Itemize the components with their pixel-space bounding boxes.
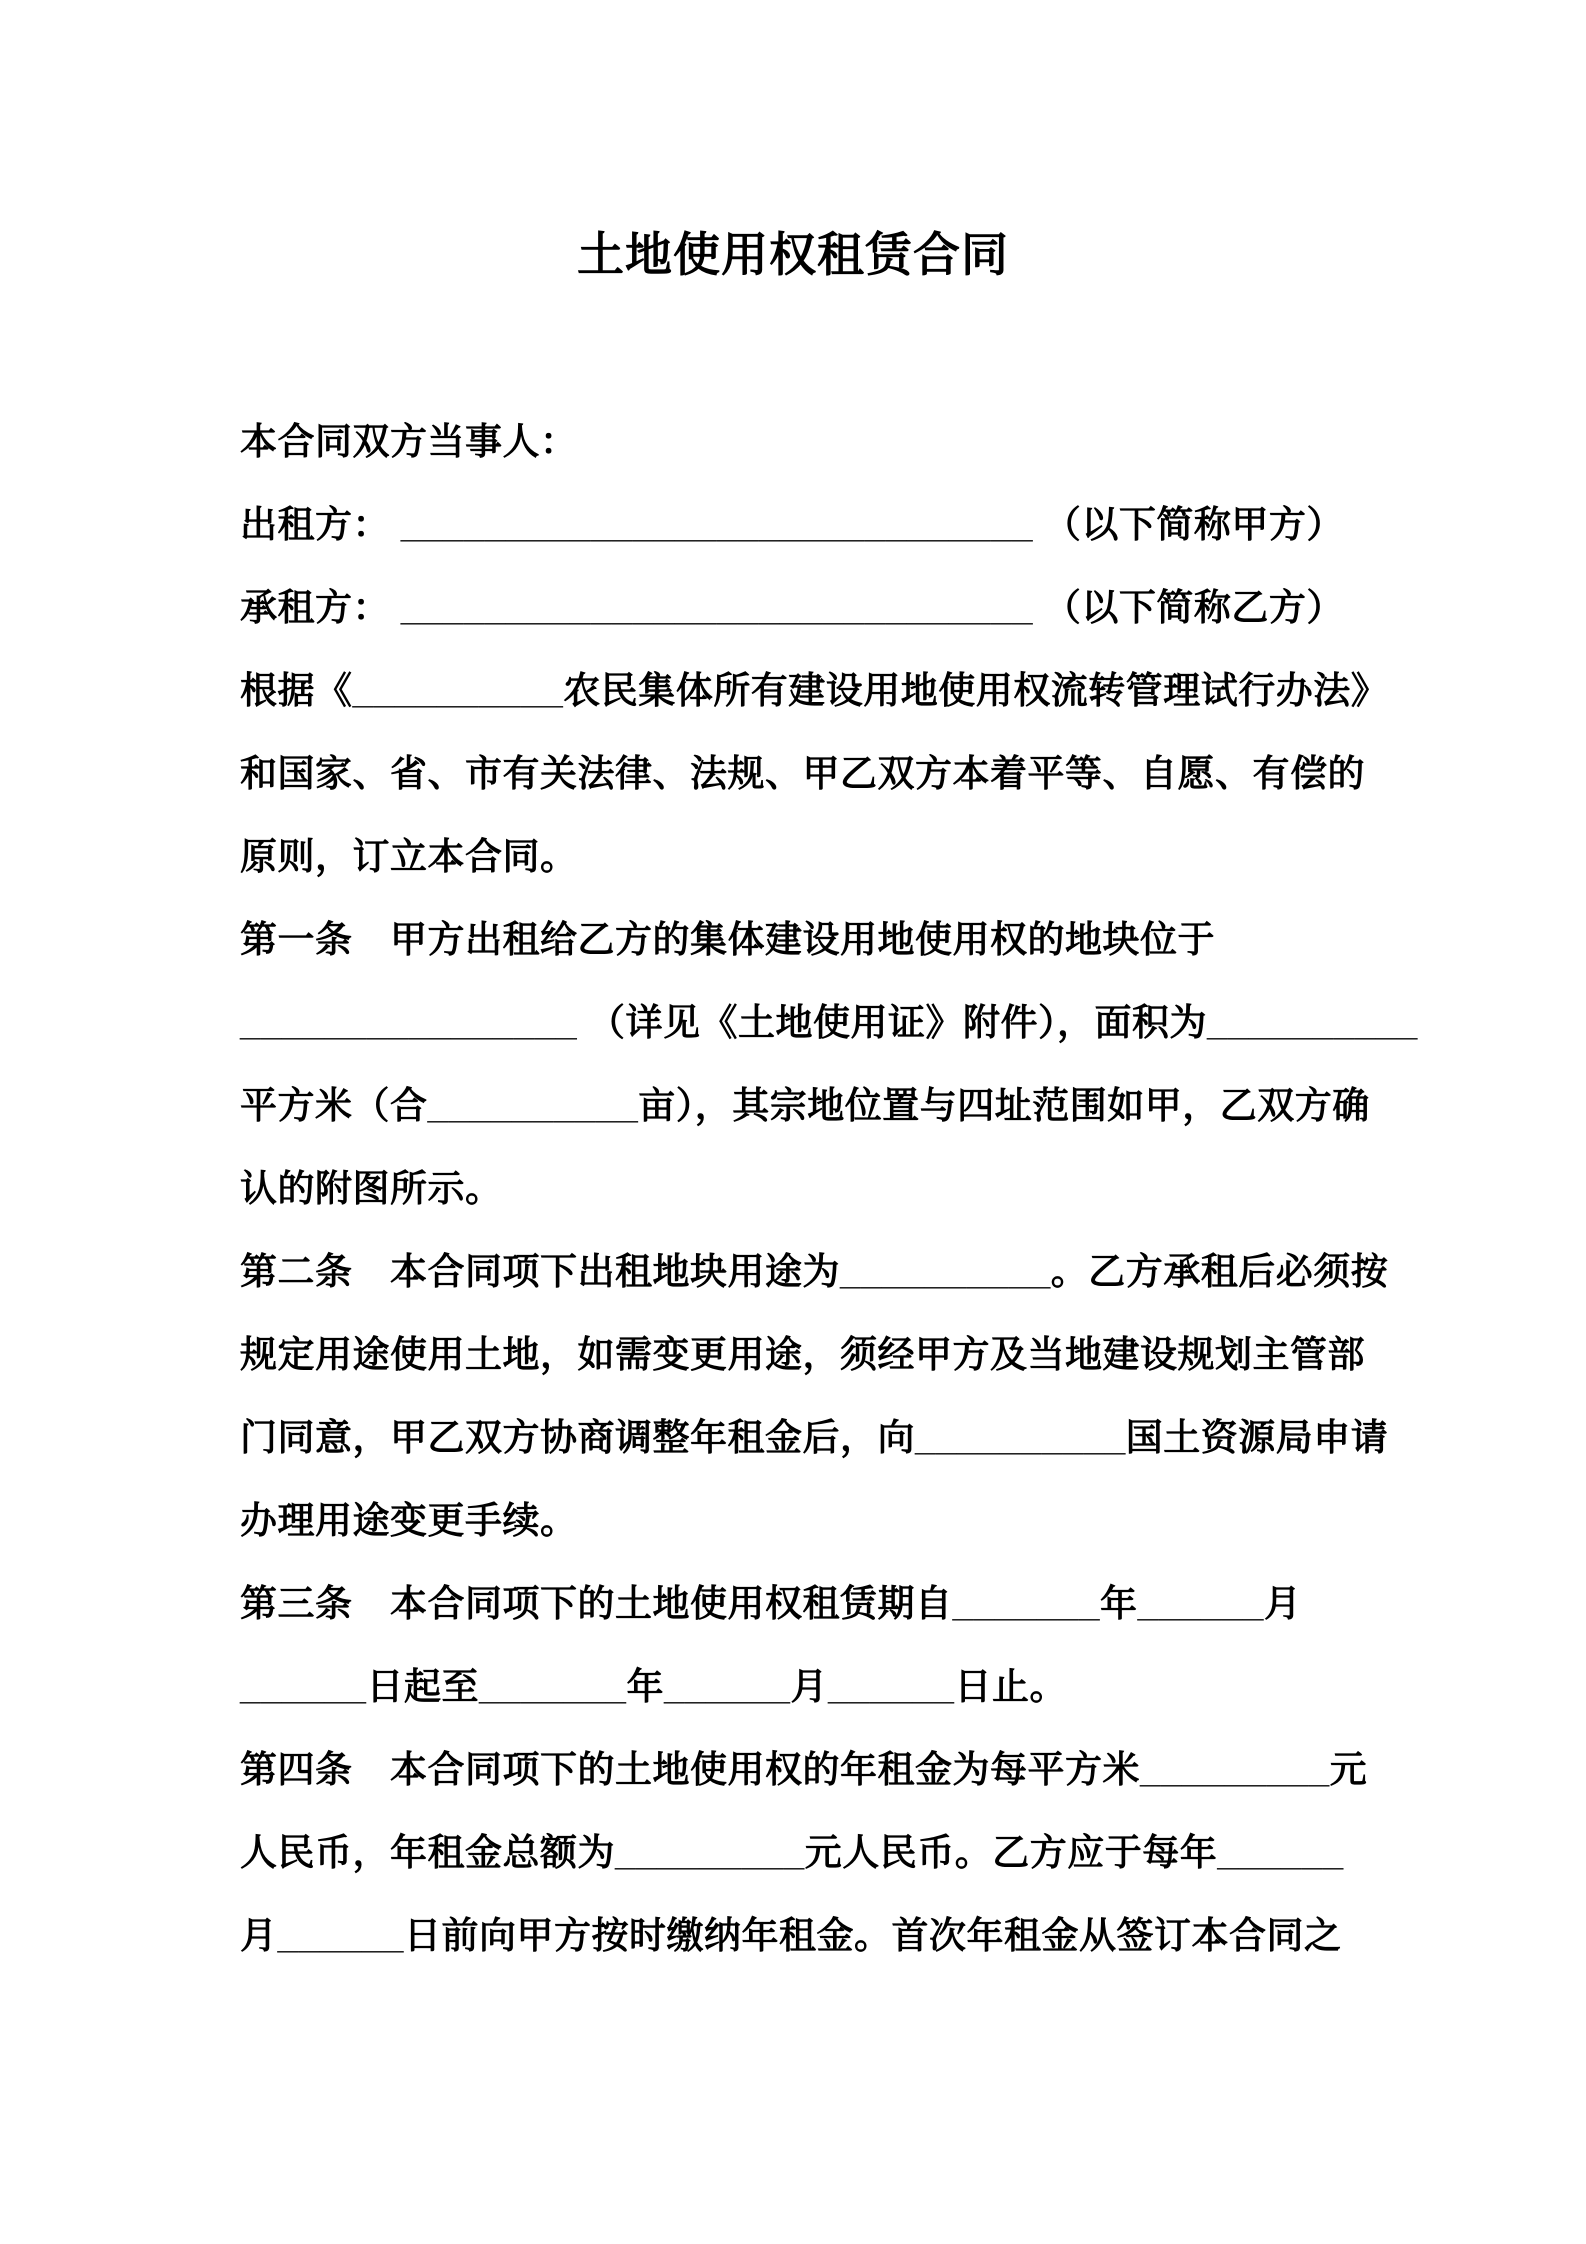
contract-line-parties-heading: 本合同双方当事人： [240, 421, 578, 462]
contract-line: 办理用途变更手续。 [240, 1500, 578, 1541]
contract-line-article-1: 第一条 甲方出租给乙方的集体建设用地使用权的地块位于 [240, 919, 1215, 960]
contract-line: 认的附图所示。 [240, 1168, 503, 1209]
contract-line: 根据《__________农民集体所有建设用地使用权流转管理试行办法》 [240, 670, 1389, 711]
contract-line: 规定用途使用土地，如需变更用途，须经甲方及当地建设规划主管部 [240, 1334, 1365, 1375]
contract-line: 月______日前向甲方按时缴纳年租金。首次年租金从签订本合同之 [240, 1915, 1342, 1956]
document-body [240, 400, 1418, 1977]
contract-line: 原则，订立本合同。 [240, 836, 578, 877]
document-title: 土地使用权租赁合同 [577, 228, 1009, 281]
contract-line: ______日起至_______年______月______日止。 [240, 1666, 1067, 1707]
contract-line-article-3: 第三条 本合同项下的土地使用权租赁期自_______年______月 [240, 1583, 1302, 1624]
contract-line: 门同意，甲乙双方协商调整年租金后，向__________国土资源局申请 [240, 1417, 1389, 1458]
contract-line: 人民币，年租金总额为_________元人民币。乙方应于每年______ [240, 1832, 1344, 1873]
contract-line: 平方米（合__________亩），其宗地位置与四址范围如甲，乙双方确 [240, 1085, 1370, 1126]
contract-line: ________________ （详见《土地使用证》附件），面积为__________ [240, 1002, 1418, 1043]
contract-line-lessee: 承租方： ______________________________ （以下简称乙方） [240, 587, 1344, 628]
contract-line: 和国家、省、市有关法律、法规、甲乙双方本着平等、自愿、有偿的 [240, 753, 1365, 794]
contract-line-article-4: 第四条 本合同项下的土地使用权的年租金为每平方米_________元 [240, 1749, 1368, 1790]
contract-line-lessor: 出租方： ______________________________ （以下简称甲方） [240, 504, 1344, 545]
contract-line-article-2: 第二条 本合同项下出租地块用途为__________。乙方承租后必须按 [240, 1251, 1389, 1292]
